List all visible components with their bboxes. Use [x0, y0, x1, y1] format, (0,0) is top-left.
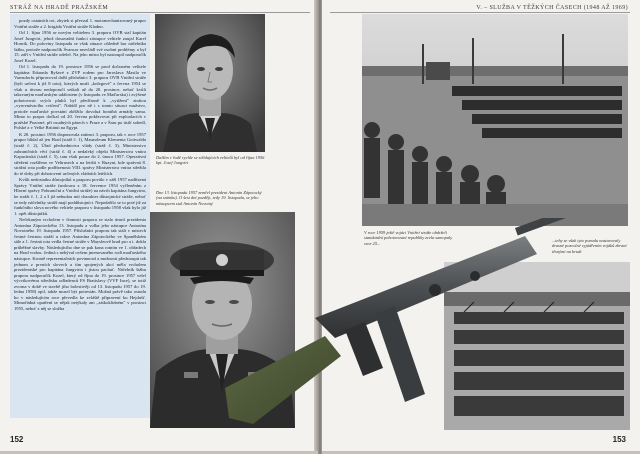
page-number-left: 152: [10, 435, 24, 444]
submachine-gun-image: [225, 218, 575, 438]
body-text-column: [10, 14, 150, 418]
page-number-right: 153: [612, 435, 626, 444]
paragraph: K 20. prosinci 1956 disponovala zatímci 3. praporu, tak v roce 1957 prapor hlídal až jen Hrad (stráž č. 1), Mauzoleum Klementa Gottwalda (stráž č. 2), Úřad předsednictva vlády (stráž č. 3), Ministerstvo zahraničních věcí (stráž č. 4) a nedaleký objekt Ministerstva vnitra Kapucínská (stráž č. 5), tam však pouze do 2. února 1957. Operativní střežení rozšířeno ve Veltrusech a na letišti v Ruzyni, kde správná 8. strážní rota podle podřízenosti VIII. správy Ministerstva vnitra střežila do té doby při dohotovení určených vládních letištích.: [14, 131, 146, 176]
paragraph: Kvůli nedostatku důstojníků u praporu poválo v září 1957 nadřízená Správy Vnitřní stráže (smlouva z 18. července 1954 vyčleněním z Hlavní správy Pohraniční a Vnitřní stráže) na návrh kapitána Jungvirta, ke stráži č. 1, 2 a 3 již nebudou mít charakter důstojnické stráže, neboť se tedy náčelníky stráží mají poddůstojníci. Nepodařilo se to poté již za funkčního slova nového velitele praporu v listopadu 1958 však bylo již 1. opět důstojníků.: [14, 177, 146, 216]
paragraph: Nečekaným vrcholem v činnosti praporu se stalo úmrtí prezidenta Antonína Zápotockého 13. listopadu a volba jeho nástupce Antonína Novotného 19. listopadu 1957. Příslušníci praporu tak stáli v místech čestné čestnou stráží u rakve Antonína Zápotockého ve Španělském sále a 1. čestná rota vedla čestné stráže v Maysleově hrad pro a i. dokla průběžné slavby. Následujícího dne se pak kona rotním ve 1. obřadech na Hrad vodou. Jediná s nebýval ovšem jmenovaného rodí maďarského nástupce. Kromě reprezentačních povinností a možnosti předstoupit tak jednom z prvních slovech a tím spojených akcí měla vrcholem prezidentské pro kapitána Jungvirta i jistou pachuť. Náčelník štábu praporu nadporučík Kozel, který od října do 19. prosince 1957 velel výcvikovému středisku odřadenců FS Bratislavy (VVF Ince), se totiž zvorna v době ve stavbě jiho bolestivěji od 13. listopadu 1957 do 19. ledna 1958) opil, takže musel být potrestán. Možná právě tako ostudu ho v následujícím roce převedla ke zvláště připravení ku Hejdušť. Mimořádná opatření se nějak netýkaly ani „zátkoklidném" v prosinci 1955, neboť z něj se složba: [14, 217, 146, 311]
caption-top: Dalším v řadě rychle se střídajících velitelů byl od října 1956 kpt. Josef Jungvirt: [156, 155, 265, 166]
caption-right: ...tehy se však tyto pomalu nastavovaly drasné pozvolné vyjádřením vojáků zbraní těsnými na hrudi: [552, 238, 627, 254]
paragraph: pozdy ostatních rot, zbytek si převzal 1. motomechanizovaný prapor Vnitřní stráže a 2. brigáda Vnitřní stráže Kladno.: [14, 18, 146, 29]
header-rule: [330, 12, 630, 13]
paragraph: Od 1. října 1956 se novým velitelem 3. praporu OVB stal kapitán Josef Jungvirt, jehož dosavadní funkci zástupce velitele zaujal Karel Hornik. Do poloviny listopadu se však situace ohledně hor náčelníka štábu, protože nadporučík Švancar nezvládl své osobní problémy a byl 15. září v Vnitřní stráže odešel. Na jeho místo byl nastoupil nadporučík Josef Kozel.: [14, 30, 146, 63]
paragraph: Od 1. listopadu do 19. prosince 1956 se prod dočasném velitele kapitána Eduarda Ryšavé z ZVP rodem pro Jaroslava Masila ve Varnsdorfu připravoval další příslušníci 3. praporu OVB Vnitřní stráže (byli určeni k již 8 rotu), kterých muži „kolegové" z června 1954 se však u útvaru nedoporučí setkali až do 20. prosince, neboť kvůli takzvaným maďarským událostem (v listopadu ve Maďarsku) i zvýšené pohotovosti svých pluků byl předčasně k „vytížení" ztrátou „vyrovnávacího cvičení". Nabídl pro ně i s tomto situaci mužstvo, protože maďarské povstání zkřížilo dovoluá honitbá armády sama. Mimo to prapor dočkal od 20. června pokřavovat při exploalacích v pražské Pozorné, při osudných pásech v Praze a v Šaru po úsilí sobedl, Polské a v Velké Británii na Egypt.: [14, 64, 146, 131]
caption-middle: Dne 13. listopadu 1957 zemřel prezident Antonín Zápotocký (na snímku). O šest dní později, tedy 19. listopadu, se jeho nástupcem stal Antonín Novotný: [156, 190, 262, 206]
caption-mid-right: V roce 1959 ještě vojáci Vnitřní stráže obdrželi standardní pohotovostní republiky zcela samopaly vzor 25...: [364, 230, 453, 246]
parade-photo-top: [362, 14, 628, 226]
running-header-left: STRÁŽ NA HRADĚ PRAŽSKÉM: [10, 5, 109, 11]
running-header-right: V. – SLUŽBA V TĚŽKÝCH ČASECH (1948 AŽ 1969): [476, 5, 628, 11]
header-rule: [10, 12, 310, 13]
portrait-jungvirt-photo: [155, 14, 265, 152]
